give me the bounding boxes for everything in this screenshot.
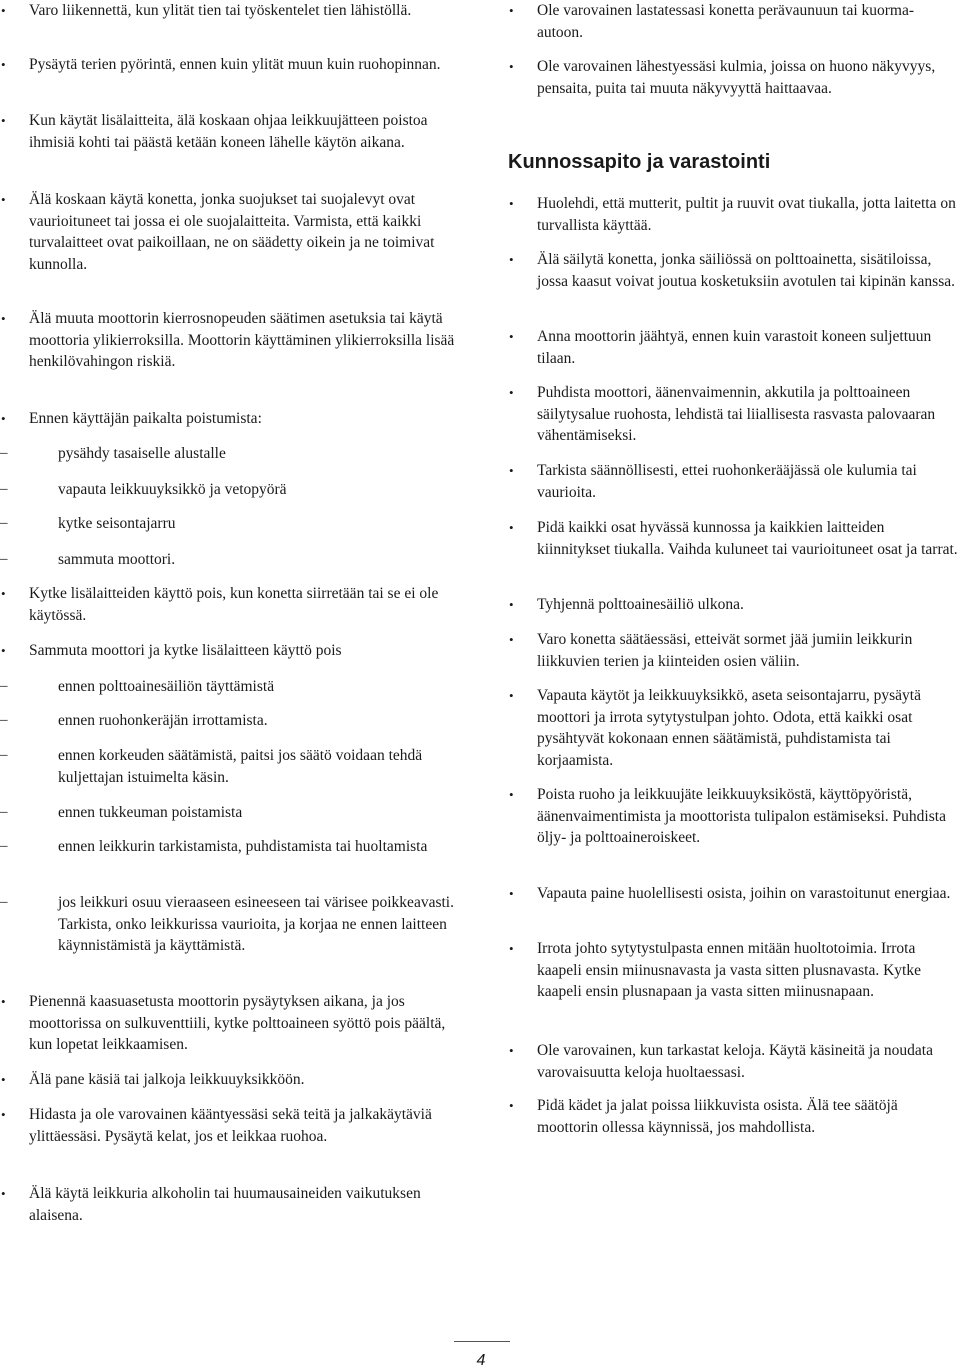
list-item-text: Poista ruoho ja leikkuujäte leikkuuyksiköstä, käyttöpyöristä, äänenvaimentimista ja moottorista tulipalon estämiseksi. Puhdista öljy- ja polttoaineroiskeet. <box>537 786 946 846</box>
dash-mark: – <box>0 894 8 910</box>
list-item-text: Vapauta paine huolellisesti osista, joihin on varastoitunut energiaa. <box>537 885 951 902</box>
bullet-mark: • <box>1 586 6 601</box>
sub-list-item <box>0 513 470 535</box>
list-item-text: Puhdista moottori, äänenvaimennin, akkutila ja polttoaineen säilytysalue ruohosta, lehdistä tai liiallisesta rasvasta palovaaran vähentämiseksi. <box>537 384 936 444</box>
list-item <box>0 110 470 153</box>
list-item-text: Hidasta ja ole varovainen kääntyessäsi sekä teitä ja jalkakäytäviä ylittäessäsi. Pysäytä kelat, jos et leikkaa ruohoa. <box>29 1106 432 1145</box>
list-item-text: Varo konetta säätäessäsi, etteivät sormet jää jumiin leikkurin liikkuvien terien ja kiinteiden osien väliin. <box>537 631 913 670</box>
list-item-text: Älä käytä leikkuria alkoholin tai huumausaineiden vaikutuksen alaisena. <box>29 1185 421 1224</box>
list-item <box>508 326 960 369</box>
list-item <box>0 1104 470 1147</box>
bullet-mark: • <box>509 59 514 74</box>
list-item <box>508 460 960 503</box>
dash-mark: – <box>0 515 8 531</box>
list-item-text: Ole varovainen lastatessasi konetta perävaunuun tai kuorma-autoon. <box>537 2 915 41</box>
list-item-text: ennen leikkurin tarkistamista, puhdistamista tai huoltamista <box>58 838 428 855</box>
list-item <box>508 685 960 771</box>
list-item-text: Varo liikennettä, kun ylität tien tai työskentelet tien lähistöllä. <box>29 2 412 19</box>
list-item <box>0 1069 470 1091</box>
sub-list-item <box>0 836 470 858</box>
list-item-text: Kytke lisälaitteiden käyttö pois, kun konetta siirretään tai se ei ole käytössä. <box>29 585 439 624</box>
list-item <box>508 938 960 1003</box>
list-item-text: Ole varovainen, kun tarkastat keloja. Käytä käsineitä ja noudata varovaisuutta keloja huoltaessasi. <box>537 1042 933 1081</box>
list-item-text: jos leikkuri osuu vieraaseen esineeseen tai värisee poikkeavasti. Tarkista, onko leikkurissa vaurioita, ja korjaa ne ennen laitteen käynnistämistä ja käyttämistä. <box>58 894 454 954</box>
list-item <box>508 382 960 447</box>
list-item <box>0 583 470 626</box>
sub-list-item <box>0 802 470 824</box>
bullet-mark: • <box>509 520 514 535</box>
dash-mark: – <box>0 678 8 694</box>
dash-mark: – <box>0 838 8 854</box>
bullet-mark: • <box>1 411 6 426</box>
bullet-mark: • <box>1 3 6 18</box>
list-item-text: Anna moottorin jäähtyä, ennen kuin varastoit koneen suljettuun tilaan. <box>537 328 932 367</box>
bullet-mark: • <box>509 1098 514 1113</box>
bullet-mark: • <box>509 787 514 802</box>
list-item <box>508 56 960 99</box>
dash-mark: – <box>0 481 8 497</box>
bullet-mark: • <box>1 1072 6 1087</box>
bullet-mark: • <box>509 886 514 901</box>
list-item <box>508 517 960 560</box>
list-item-text: Kun käytät lisälaitteita, älä koskaan ohjaa leikkuujätteen poistoa ihmisiä kohti tai päästä ketään koneen lähelle käytön aikana. <box>29 112 428 151</box>
list-item-text: Pidä kaikki osat hyvässä kunnossa ja kaikkien laitteiden kiinnitykset tiukalla. Vaihda kuluneet tai vaurioituneet osat ja tarrat. <box>537 519 958 558</box>
sub-list-item <box>0 892 470 957</box>
list-item <box>0 308 470 373</box>
list-item-text: pysähdy tasaiselle alustalle <box>58 445 226 462</box>
list-item <box>0 54 470 76</box>
sub-list-item <box>0 443 470 465</box>
sub-list-item <box>0 710 470 732</box>
dash-mark: – <box>0 712 8 728</box>
list-item-text: Sammuta moottori ja kytke lisälaitteen käyttö pois <box>29 642 342 659</box>
bullet-mark: • <box>1 994 6 1009</box>
list-item <box>508 1095 960 1138</box>
list-item-text: Älä pane käsiä tai jalkoja leikkuuyksikköön. <box>29 1071 305 1088</box>
bullet-mark: • <box>1 1107 6 1122</box>
bullet-mark: • <box>509 597 514 612</box>
section-heading: Kunnossapito ja varastointi <box>508 151 771 173</box>
bullet-mark: • <box>509 941 514 956</box>
list-item <box>508 249 960 292</box>
list-item <box>508 193 960 236</box>
bullet-mark: • <box>509 688 514 703</box>
bullet-mark: • <box>509 385 514 400</box>
bullet-mark: • <box>1 57 6 72</box>
list-item-text: Älä säilytä konetta, jonka säiliössä on polttoainetta, sisätiloissa, jossa kaasut voivat joutua kosketuksiin avotulen tai kipinän kanssa. <box>537 251 956 290</box>
list-item <box>508 1040 960 1083</box>
list-item-text: ennen polttoainesäiliön täyttämistä <box>58 678 275 695</box>
dash-mark: – <box>0 445 8 461</box>
list-item <box>508 784 960 849</box>
list-item-text: vapauta leikkuuyksikkö ja vetopyörä <box>58 481 287 498</box>
list-item <box>0 0 470 22</box>
list-item <box>0 640 470 662</box>
list-item-text: Huolehdi, että mutterit, pultit ja ruuvit ovat tiukalla, jotta laitetta on turvallista käyttää. <box>537 195 956 234</box>
bullet-mark: • <box>1 192 6 207</box>
list-item-text: kytke seisontajarru <box>58 515 176 532</box>
list-item-text: ennen ruohonkeräjän irrottamista. <box>58 712 268 729</box>
dash-mark: – <box>0 551 8 567</box>
bullet-mark: • <box>509 3 514 18</box>
list-item-text: Tyhjennä polttoainesäiliö ulkona. <box>537 596 744 613</box>
list-item-text: ennen tukkeuman poistamista <box>58 804 243 821</box>
bullet-mark: • <box>1 311 6 326</box>
bullet-mark: • <box>509 329 514 344</box>
sub-list-item <box>0 549 470 571</box>
list-item-text: Pienennä kaasuasetusta moottorin pysäytyksen aikana, ja jos moottorissa on sulkuventtiili, kytke polttoaineen syöttö pois päältä, kun lopetat leikkaamisen. <box>29 993 446 1053</box>
list-item <box>508 0 960 43</box>
list-item-text: sammuta moottori. <box>58 551 176 568</box>
sub-list-item <box>0 745 470 788</box>
list-item-text: Älä koskaan käytä konetta, jonka suojukset tai suojalevyt ovat vaurioituneet tai jossa ei ole suojalaitteita. Varmista, että kaikki turvalaitteet ovat paikoillaan, ne on säädetty oikein ja ne toimivat kunnolla. <box>29 191 435 273</box>
bullet-mark: • <box>1 643 6 658</box>
list-item-text: Ennen käyttäjän paikalta poistumista: <box>29 410 262 427</box>
list-item-text: Pidä kädet ja jalat poissa liikkuvista osista. Älä tee säätöjä moottorin ollessa käynnissä, jos mahdollista. <box>537 1097 898 1136</box>
list-item-text: Pysäytä terien pyörintä, ennen kuin ylität muun kuin ruohopinnan. <box>29 56 441 73</box>
list-item <box>0 189 470 275</box>
dash-mark: – <box>0 747 8 763</box>
footer-divider <box>454 1341 510 1342</box>
list-item-text: Vapauta käytöt ja leikkuuyksikkö, aseta seisontajarru, pysäytä moottori ja irrota sytytystulpan johto. Odota, että kaikki osat pysähtyvät kokonaan ennen säätämistä, puhdistamista tai korjaamista. <box>537 687 921 769</box>
sub-list-item <box>0 479 470 501</box>
bullet-mark: • <box>509 463 514 478</box>
bullet-mark: • <box>509 632 514 647</box>
list-item <box>0 408 470 430</box>
list-item-text: Tarkista säännöllisesti, ettei ruohonkerääjässä ole kulumia tai vaurioita. <box>537 462 917 501</box>
sub-list-item <box>0 676 470 698</box>
list-item <box>508 594 960 616</box>
list-item-text: Ole varovainen lähestyessäsi kulmia, joissa on huono näkyvyys, pensaita, puita tai muuta näkyvyyttä haittaavaa. <box>537 58 936 97</box>
list-item-text: ennen korkeuden säätämistä, paitsi jos säätö voidaan tehdä kuljettajan istuimelta käsin. <box>58 747 423 786</box>
bullet-mark: • <box>1 113 6 128</box>
bullet-mark: • <box>509 1043 514 1058</box>
list-item <box>508 629 960 672</box>
list-item <box>508 883 960 905</box>
list-item-text: Irrota johto sytytystulpasta ennen mitään huoltotoimia. Irrota kaapeli ensin miinusnavasta ja vasta sitten plusnavasta. Kytke kaapeli ensin plusnapaan ja vasta sitten miinusnapaan. <box>537 940 921 1000</box>
list-item <box>0 991 470 1056</box>
page-number: 4 <box>476 1352 486 1369</box>
bullet-mark: • <box>1 1186 6 1201</box>
bullet-mark: • <box>509 196 514 211</box>
list-item <box>0 1183 470 1226</box>
dash-mark: – <box>0 804 8 820</box>
bullet-mark: • <box>509 252 514 267</box>
list-item-text: Älä muuta moottorin kierrosnopeuden säätimen asetuksia tai käytä moottoria ylikierroksilla. Moottorin käyttäminen ylikierroksilla lisää henkilövahingon riskiä. <box>29 310 455 370</box>
